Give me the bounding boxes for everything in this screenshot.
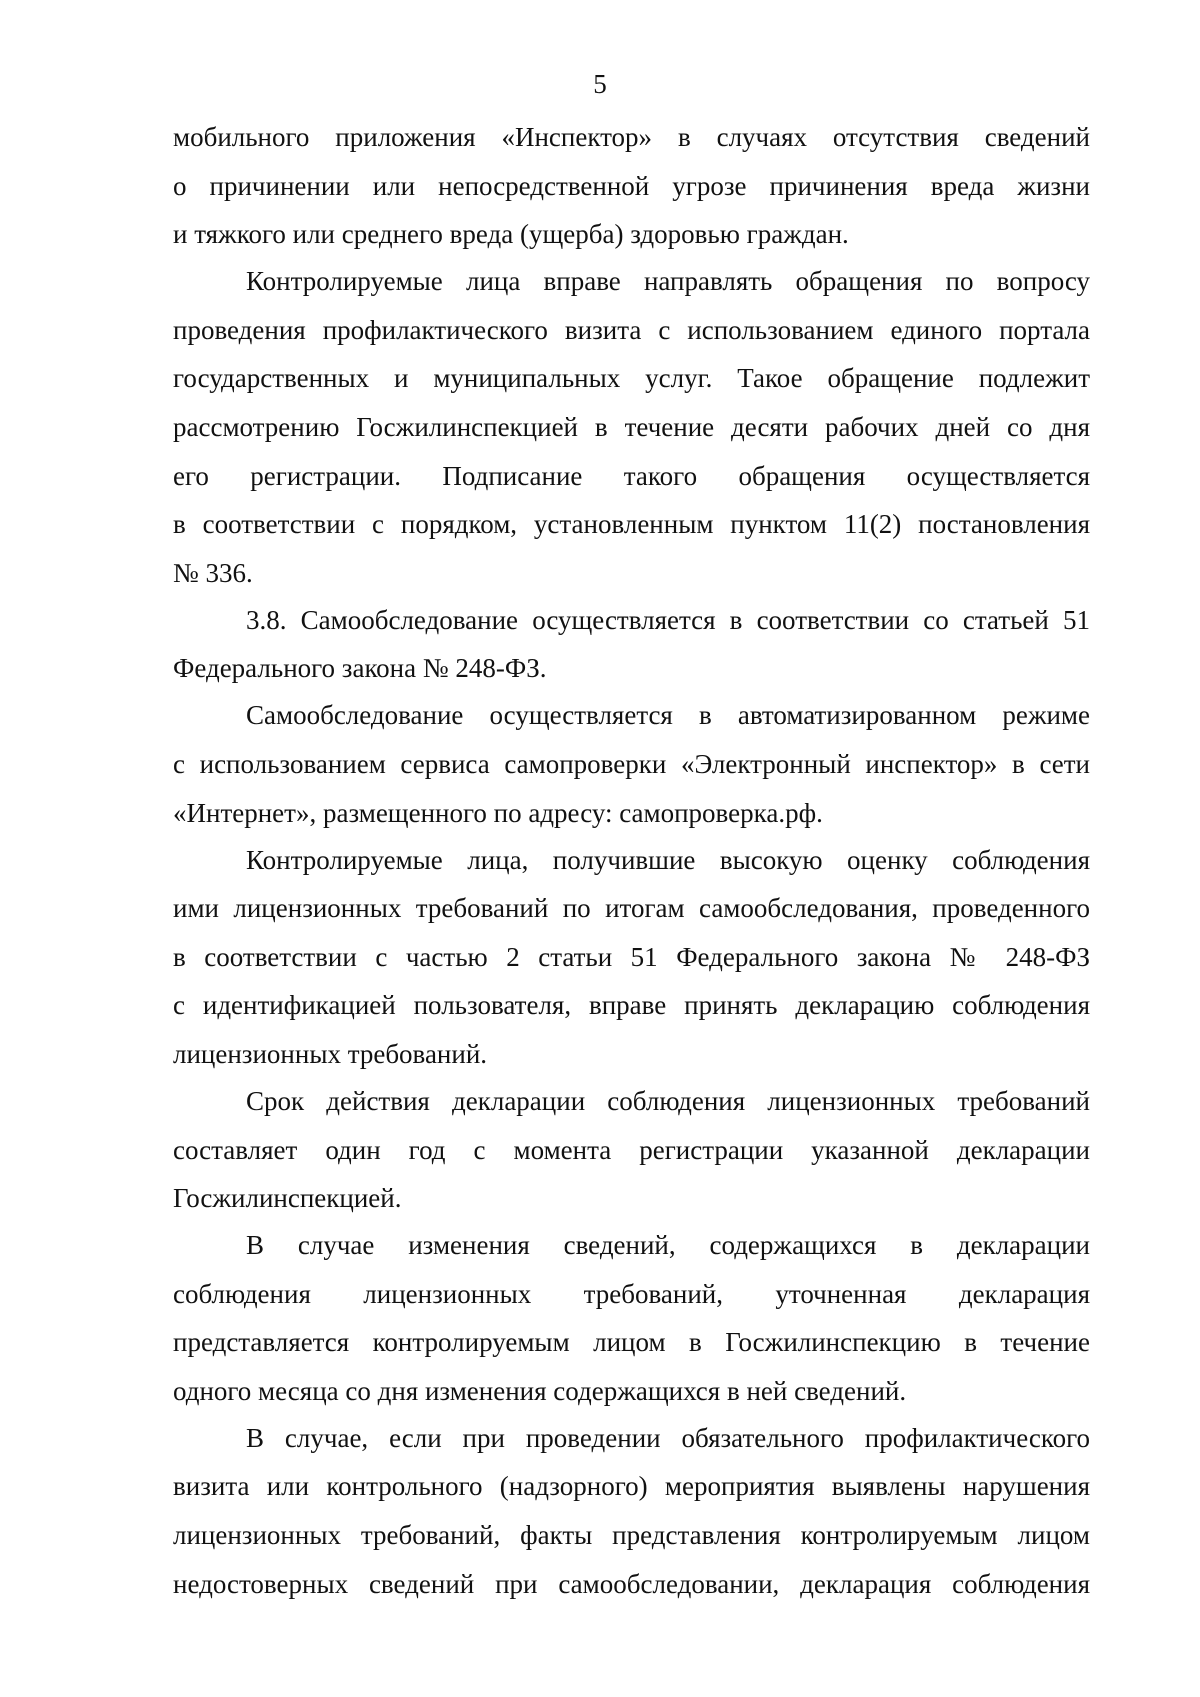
text-line: Срок действия декларации соблюдения лицензионных требований	[246, 1085, 1090, 1116]
paragraph-6	[173, 1077, 1090, 1223]
text-line: мобильного приложения «Инспектор» в случаях отсутствия сведений	[173, 122, 1090, 152]
text-line: 3.8. Самообследование осуществляется в соответствии со статьей 51	[246, 604, 1090, 635]
text-line: и тяжкого или среднего вреда (ущерба) здоровью граждан.	[173, 219, 849, 250]
paragraph-1	[173, 113, 1090, 259]
paragraph-3	[173, 596, 1090, 693]
text-line: государственных и муниципальных услуг. Такое обращение подлежит	[173, 363, 1090, 394]
text-line: представляется контролируемым лицом в Госжилинспекцию в течение	[173, 1327, 1090, 1358]
text-line: составляет один год с момента регистрации указанной декларации	[173, 1134, 1090, 1165]
text-line: о причинении или непосредственной угрозе причинения вреда жизни	[173, 170, 1090, 201]
text-line: в соответствии с частью 2 статьи 51 Федерального закона № 248-ФЗ	[173, 941, 1090, 972]
text-line: визита или контрольного (надзорного) мероприятия выявлены нарушения	[173, 1471, 1090, 1502]
text-line: одного месяца со дня изменения содержащихся в ней сведений.	[173, 1375, 907, 1406]
page-number: 5	[593, 69, 607, 99]
text-line: с идентификацией пользователя, вправе принять декларацию соблюдения	[173, 990, 1090, 1021]
text-line: его регистрации. Подписание такого обращения осуществляется	[173, 460, 1090, 491]
document-body	[173, 113, 1090, 1608]
text-line: лицензионных требований, факты представления контролируемым лицом	[173, 1520, 1090, 1551]
text-line: проведения профилактического визита с использованием единого портала	[173, 314, 1090, 345]
text-line: соблюдения лицензионных требований, уточненная декларация	[173, 1278, 1090, 1309]
text-line: Самообследование осуществляется в автоматизированном режиме	[246, 700, 1090, 731]
paragraph-5	[173, 836, 1090, 1079]
text-line: Госжилинспекцией.	[173, 1183, 402, 1214]
text-line: Федерального закона № 248-ФЗ.	[173, 653, 547, 684]
text-line: ими лицензионных требований по итогам самообследования, проведенного	[173, 893, 1090, 924]
paragraph-4	[173, 691, 1090, 837]
text-line: № 336.	[173, 557, 253, 588]
text-line: в соответствии с порядком, установленным пунктом 11(2) постановления	[173, 509, 1090, 540]
paragraph-2	[173, 257, 1090, 597]
text-line: лицензионных требований.	[173, 1038, 488, 1069]
text-line: В случае, если при проведении обязательного профилактического	[246, 1422, 1090, 1453]
paragraph-7	[173, 1221, 1090, 1415]
text-line: В случае изменения сведений, содержащихся в декларации	[246, 1230, 1090, 1261]
text-line: Контролируемые лица, получившие высокую оценку соблюдения	[246, 844, 1090, 875]
text-line: с использованием сервиса самопроверки «Электронный инспектор» в сети	[173, 748, 1090, 779]
text-line: рассмотрению Госжилинспекцией в течение десяти рабочих дней со дня	[173, 411, 1090, 442]
text-line: недостоверных сведений при самообследовании, декларация соблюдения	[173, 1568, 1090, 1599]
paragraph-8	[173, 1414, 1090, 1608]
text-line: «Интернет», размещенного по адресу: самопроверка.рф.	[173, 797, 823, 828]
text-line: Контролируемые лица вправе направлять обращения по вопросу	[246, 266, 1090, 297]
